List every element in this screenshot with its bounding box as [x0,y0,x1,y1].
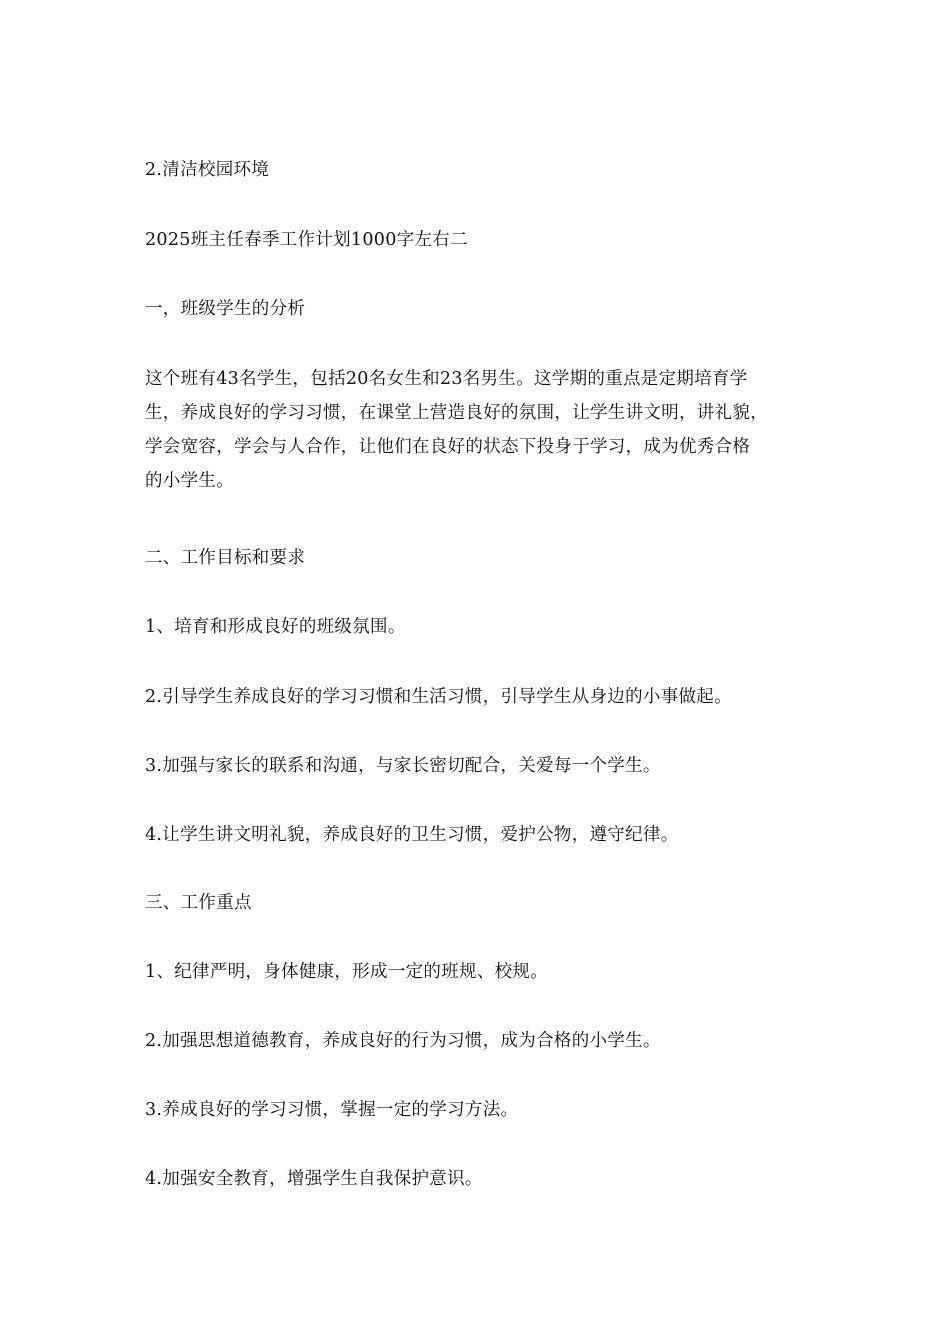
paragraph-line: 的小学生。 [145,471,234,491]
list-item: 1、纪律严明，身体健康，形成一定的班规、校规。 [145,962,549,982]
document-title: 2025班主任春季工作计划1000字左右二 [145,230,468,250]
list-item: 4.让学生讲文明礼貌，养成良好的卫生习惯，爱护公物，遵守纪律。 [145,825,679,845]
list-item: 3.加强与家长的联系和沟通，与家长密切配合，关爱每一个学生。 [145,756,661,776]
list-item: 4.加强安全教育，增强学生自我保护意识。 [145,1169,483,1189]
section-heading: 一，班级学生的分析 [145,299,306,319]
list-item: 1、培育和形成良好的班级氛围。 [145,617,406,637]
paragraph-line: 生，养成良好的学习习惯，在课堂上营造良好的氛围，让学生讲文明，讲礼貌， [145,403,768,423]
section-heading: 二、工作目标和要求 [145,548,306,568]
list-item: 2.清洁校园环境 [145,160,270,180]
paragraph-line: 这个班有43名学生，包括20名女生和23名男生。这学期的重点是定期培育学 [145,369,748,389]
list-item: 2.引导学生养成良好的学习习惯和生活习惯，引导学生从身边的小事做起。 [145,687,732,707]
paragraph-line: 学会宽容，学会与人合作，让他们在良好的状态下投身于学习，成为优秀合格 [145,437,751,457]
list-item: 3.养成良好的学习习惯，掌握一定的学习方法。 [145,1100,519,1120]
list-item: 2.加强思想道德教育，养成良好的行为习惯，成为合格的小学生。 [145,1031,661,1051]
intro-paragraph [145,362,810,498]
section-heading: 三、工作重点 [145,893,252,913]
